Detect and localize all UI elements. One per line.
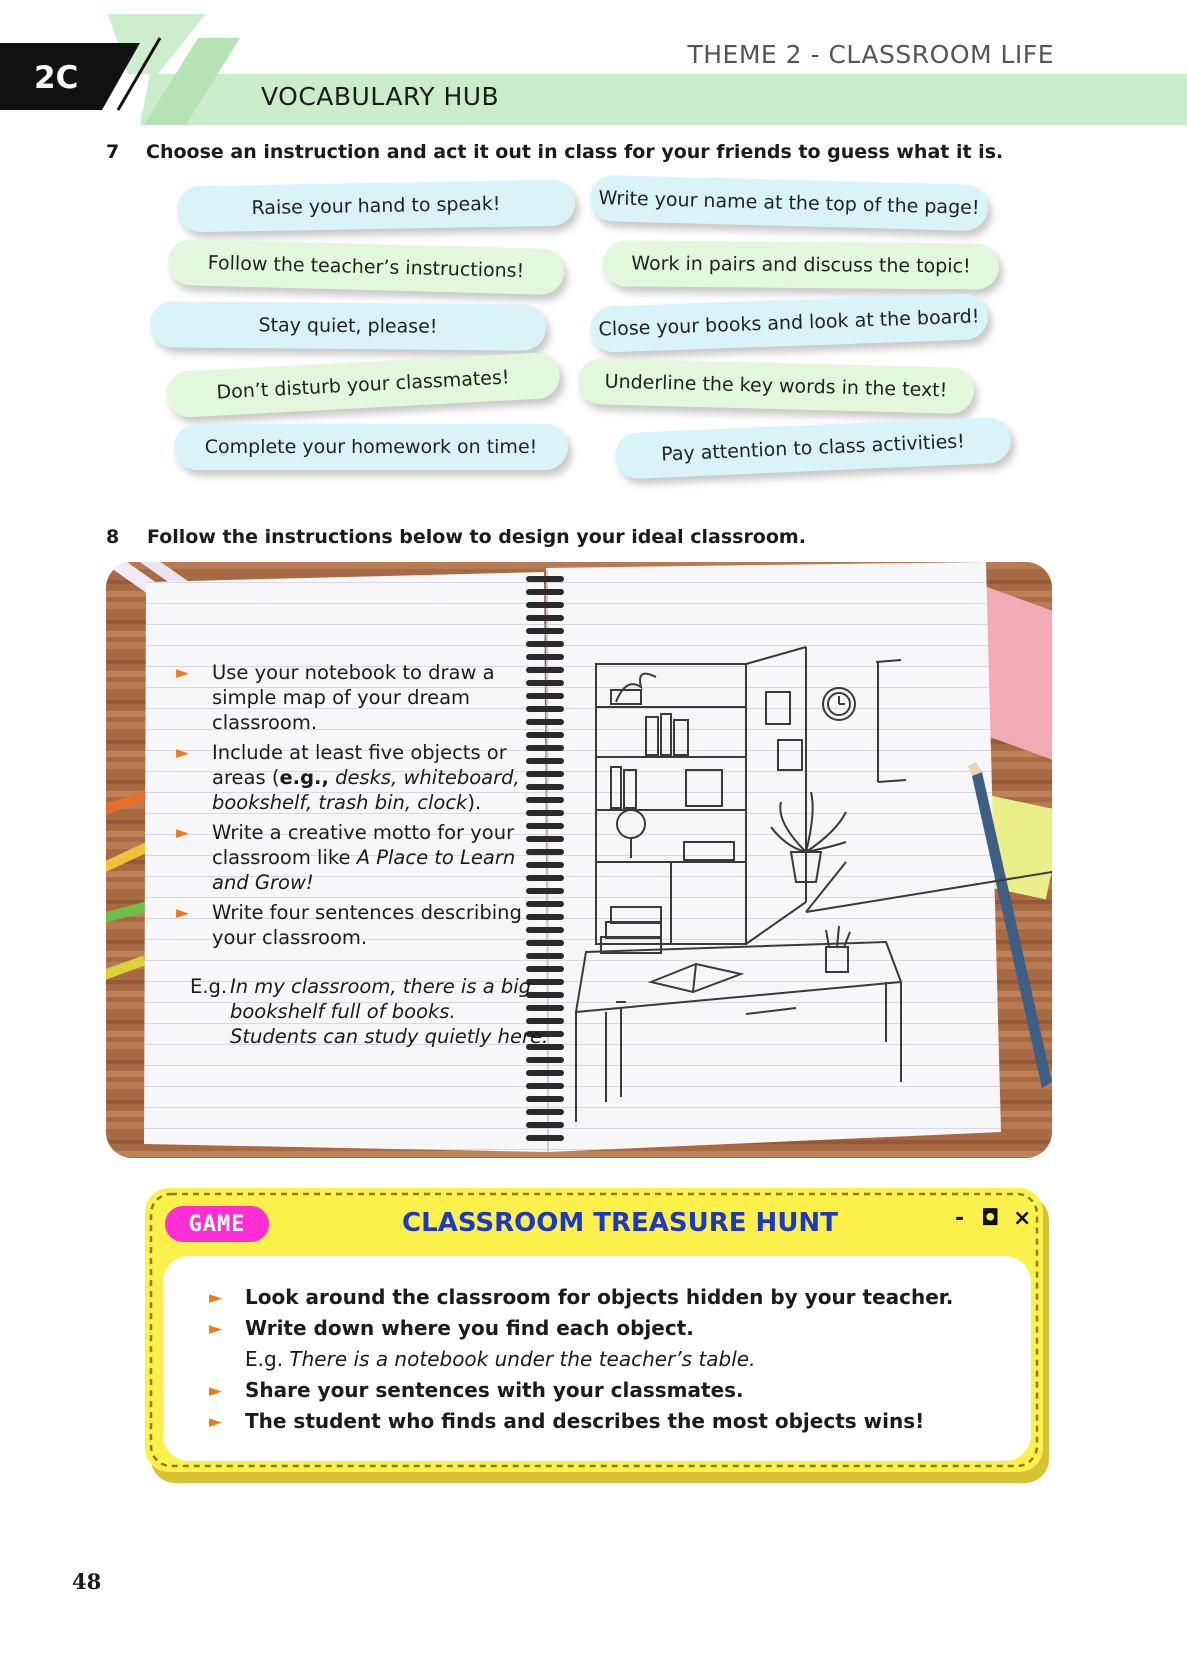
page-number: 48 [72, 1569, 102, 1594]
close-icon[interactable]: × [1013, 1206, 1032, 1231]
phrase-pill[interactable]: Underline the key words in the text! [577, 358, 974, 414]
theme-title: THEME 2 - CLASSROOM LIFE [687, 40, 1054, 69]
design-step: ► Use your notebook to draw a simple map of your dream classroom. [176, 661, 495, 734]
exercise-7-instruction: Choose an instruction and act it out in class for your friends to guess what it is. [146, 141, 1004, 163]
phrase-pill[interactable]: Work in pairs and discuss the topic! [603, 240, 999, 289]
minimize-icon[interactable]: - [955, 1206, 965, 1231]
example-label: E.g. [190, 975, 228, 998]
game-box [145, 1188, 1049, 1483]
phrase-pill[interactable]: Close your books and look at the board! [589, 293, 988, 353]
arrow-icon: ► [209, 1381, 223, 1401]
game-example: E.g. There is a notebook under the teacher’s table. [245, 1347, 756, 1371]
phrase-pill[interactable]: Pay attention to class activities! [614, 416, 1012, 479]
example-line: bookshelf full of books. [230, 1000, 456, 1023]
phrase-pill[interactable]: Raise your hand to speak! [177, 180, 576, 233]
arrow-icon: ► [176, 823, 190, 843]
phrase-pill[interactable]: Write your name at the top of the page! [589, 175, 988, 231]
design-step: ► Write a creative motto for your classroom like A Place to Learn and Grow! [176, 821, 516, 894]
design-steps-list [176, 660, 546, 955]
exercise-7-number: 7 [106, 141, 120, 163]
game-step: ► The student who finds and describes the most objects wins! [209, 1406, 953, 1437]
unit-code: 2C [34, 60, 79, 96]
arrow-icon: ► [176, 743, 190, 763]
example-line: In my classroom, there is a big [230, 975, 532, 998]
design-example [190, 974, 550, 1049]
section-title: VOCABULARY HUB [261, 82, 500, 111]
notebook-scene [106, 562, 1052, 1158]
exercise-8-number: 8 [106, 526, 120, 548]
game-tag: GAME [165, 1206, 269, 1242]
maximize-icon[interactable]: ◘ [981, 1206, 1000, 1231]
game-step: ► Write down where you find each object. [209, 1313, 953, 1344]
exercise-8-instruction: Follow the instructions below to design your ideal classroom. [147, 526, 806, 548]
arrow-icon: ► [209, 1412, 223, 1432]
arrow-icon: ► [176, 663, 190, 683]
phrase-pill[interactable]: Complete your homework on time! [174, 424, 568, 470]
game-steps-list [209, 1282, 953, 1437]
design-step: ► Include at least five objects or areas (e.g., desks, whiteboard, bookshelf, trash bin, clock). [176, 741, 520, 814]
arrow-icon: ► [209, 1319, 223, 1339]
arrow-icon: ► [209, 1288, 223, 1308]
phrase-pill[interactable]: Stay quiet, please! [150, 301, 546, 350]
game-title: CLASSROOM TREASURE HUNT [402, 1208, 838, 1238]
page-header [0, 0, 1187, 125]
phrase-pill[interactable]: Follow the teacher’s instructions! [167, 239, 564, 295]
game-content-card [163, 1256, 1031, 1461]
arrow-icon: ► [176, 903, 190, 923]
example-line: Students can study quietly here. [230, 1025, 549, 1048]
design-step: ► Write four sentences describing your classroom. [176, 901, 522, 949]
game-step: ► Look around the classroom for objects hidden by your teacher. [209, 1282, 953, 1313]
game-step: ► Share your sentences with your classmates. [209, 1375, 953, 1406]
phrase-pill[interactable]: Don’t disturb your classmates! [165, 352, 561, 419]
